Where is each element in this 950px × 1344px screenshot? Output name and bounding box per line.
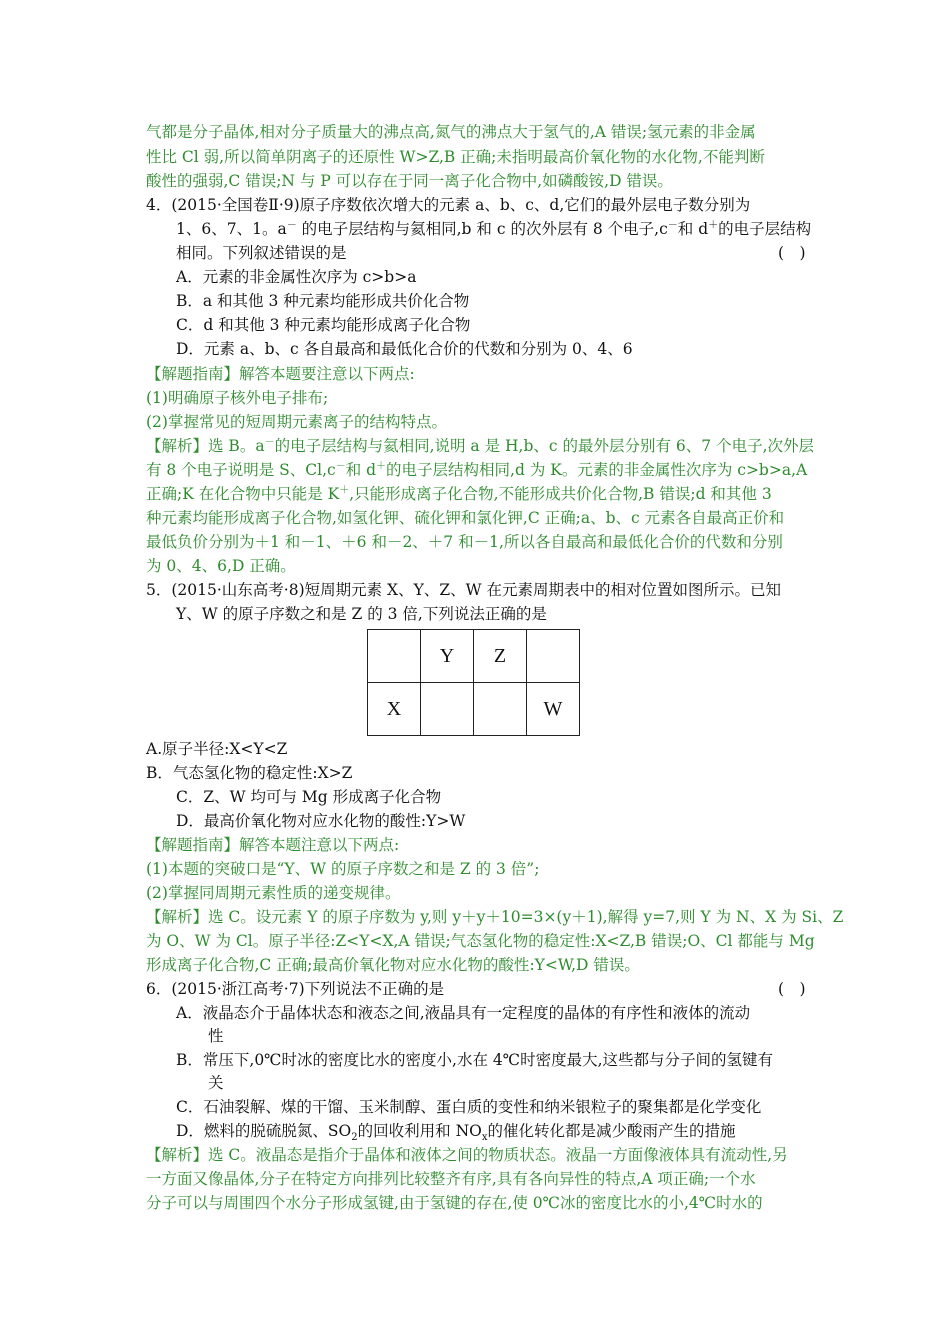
intro-line-1: 气都是分子晶体,相对分子质量大的沸点高,氮气的沸点大于氢气的,A 错误;氢元素的非金属 xyxy=(146,123,756,141)
q5-analysis-line-1: 【解析】选 C。设元素 Y 的原子序数为 y,则 y＋y＋10=3×(y＋1),解得 y=7,则 Y 为 N、X 为 Si、Z xyxy=(146,908,844,926)
grid-row xyxy=(368,683,580,736)
grid-cell-x: X xyxy=(368,683,421,736)
q4-answer-blank: ( ) xyxy=(778,244,806,262)
q4-analysis-line-4: 种元素均能形成离子化合物,如氢化钾、硫化钾和氯化钾,C 正确;a、b、c 元素各自最高正价和 xyxy=(146,509,785,527)
grid-cell-w: W xyxy=(527,683,580,736)
q6-option-a-line-2: 性 xyxy=(208,1027,224,1045)
intro-line-2: 性比 Cl 弱,所以简单阴离子的还原性 W>Z,B 正确;未指明最高价氧化物的水化物,不能判断 xyxy=(146,148,765,166)
q6-option-c: C．石油裂解、煤的干馏、玉米制醇、蛋白质的变性和纳米银粒子的聚集都是化学变化 xyxy=(176,1098,762,1116)
q6-answer-blank: ( ) xyxy=(778,980,806,998)
grid-cell xyxy=(368,630,421,683)
q4-analysis-line-1: 【解析】选 B。a－的电子层结构与氦相同,说明 a 是 H,b、c 的最外层分别有 6、7 个电子,次外层 xyxy=(146,436,814,455)
q5-option-c: C．Z、W 均可与 Mg 形成离子化合物 xyxy=(176,788,442,806)
q5-option-b: B．气态氢化物的稳定性:X>Z xyxy=(146,764,353,782)
q6-option-a-line-1: A．液晶态介于晶体状态和液态之间,液晶具有一定程度的晶体的有序性和液体的流动 xyxy=(176,1004,751,1022)
q5-option-a: A.原子半径:X<Y<Z xyxy=(146,740,288,758)
q6-stem: 6．(2015·浙江高考·7)下列说法不正确的是 xyxy=(146,980,445,998)
q4-analysis-line-3: 正确;K 在化合物中只能是 K＋,只能形成离子化合物,不能形成共价化合物,B 错误;d 和其他 3 xyxy=(146,484,772,503)
q4-option-a: A．元素的非金属性次序为 c>b>a xyxy=(176,268,417,286)
q5-stem-line-2: Y、W 的原子序数之和是 Z 的 3 倍,下列说法正确的是 xyxy=(176,605,547,623)
q6-option-b-line-1: B．常压下,0℃时冰的密度比水的密度小,水在 4℃时密度最大,这些都与分子间的氢键有 xyxy=(176,1051,774,1069)
q6-option-b-line-2: 关 xyxy=(208,1074,224,1092)
q4-guide-1: (1)明确原子核外电子排布; xyxy=(146,389,329,407)
q4-analysis-line-2: 有 8 个电子说明是 S、Cl,c－和 d＋的电子层结构相同,d 为 K。元素的非金属性次序为 c>b>a,A xyxy=(146,460,808,479)
q4-guide-title: 【解题指南】解答本题要注意以下两点: xyxy=(146,365,415,383)
q5-stem-line-1: 5．(2015·山东高考·8)短周期元素 X、Y、Z、W 在元素周期表中的相对位置如图所示。已知 xyxy=(146,581,781,599)
grid-cell-z: Z xyxy=(474,630,527,683)
q4-stem-line-1: 4．(2015·全国卷Ⅱ·9)原子序数依次增大的元素 a、b、c、d,它们的最外层电子数分别为 xyxy=(146,196,751,214)
grid-cell xyxy=(527,630,580,683)
grid-row xyxy=(368,630,580,683)
q5-option-d: D．最高价氧化物对应水化物的酸性:Y>W xyxy=(176,812,466,830)
q6-analysis-line-1: 【解析】选 C。液晶态是指介于晶体和液体之间的物质状态。液晶一方面像液体具有流动性,另 xyxy=(146,1146,788,1164)
q6-analysis-line-2: 一方面又像晶体,分子在特定方向排列比较整齐有序,具有各向异性的特点,A 项正确;一个水 xyxy=(146,1170,756,1188)
periodic-table-grid xyxy=(367,629,580,736)
q6-option-d: D．燃料的脱硫脱氮、$SO_2$的回收利用和 $NO_x$的催化转化都是减少酸雨产生的措施 xyxy=(176,1122,736,1144)
q4-stem-line-2: 1、6、7、1。a－ 的电子层结构与氦相同,b 和 c 的次外层有 8 个电子,c－和 d＋的电子层结构 xyxy=(176,219,812,238)
q4-stem-line-3: 相同。下列叙述错误的是 xyxy=(176,244,347,262)
q5-guide-title: 【解题指南】解答本题注意以下两点: xyxy=(146,836,400,854)
q4-option-b: B．a 和其他 3 种元素均能形成共价化合物 xyxy=(176,292,470,310)
intro-line-3: 酸性的强弱,C 错误;N 与 P 可以存在于同一离子化合物中,如磷酸铵,D 错误。 xyxy=(146,172,673,190)
grid-cell-y: Y xyxy=(421,630,474,683)
q5-analysis-line-3: 形成离子化合物,C 正确;最高价氧化物对应水化物的酸性:Y<W,D 错误。 xyxy=(146,956,640,974)
grid-cell xyxy=(474,683,527,736)
q4-option-c: C．d 和其他 3 种元素均能形成离子化合物 xyxy=(176,316,471,334)
grid-cell xyxy=(421,683,474,736)
q4-guide-2: (2)掌握常见的短周期元素离子的结构特点。 xyxy=(146,413,447,431)
q6-analysis-line-3: 分子可以与周围四个水分子形成氢键,由于氢键的存在,使 0℃冰的密度比水的小,4℃时水的 xyxy=(146,1194,763,1212)
q5-analysis-line-2: 为 O、W 为 Cl。原子半径:Z<Y<X,A 错误;气态氢化物的稳定性:X<Z,B 错误;O、Cl 都能与 Mg xyxy=(146,932,815,950)
q4-analysis-line-6: 为 0、4、6,D 正确。 xyxy=(146,557,296,575)
q4-analysis-line-5: 最低负价分别为＋1 和－1、＋6 和－2、＋7 和－1,所以各自最高和最低化合价的代数和分别 xyxy=(146,533,783,551)
q4-option-d: D．元素 a、b、c 各自最高和最低化合价的代数和分别为 0、4、6 xyxy=(176,340,633,358)
q5-guide-1: (1)本题的突破口是“Y、W 的原子序数之和是 Z 的 3 倍”; xyxy=(146,860,540,878)
q5-guide-2: (2)掌握同周期元素性质的递变规律。 xyxy=(146,884,401,902)
